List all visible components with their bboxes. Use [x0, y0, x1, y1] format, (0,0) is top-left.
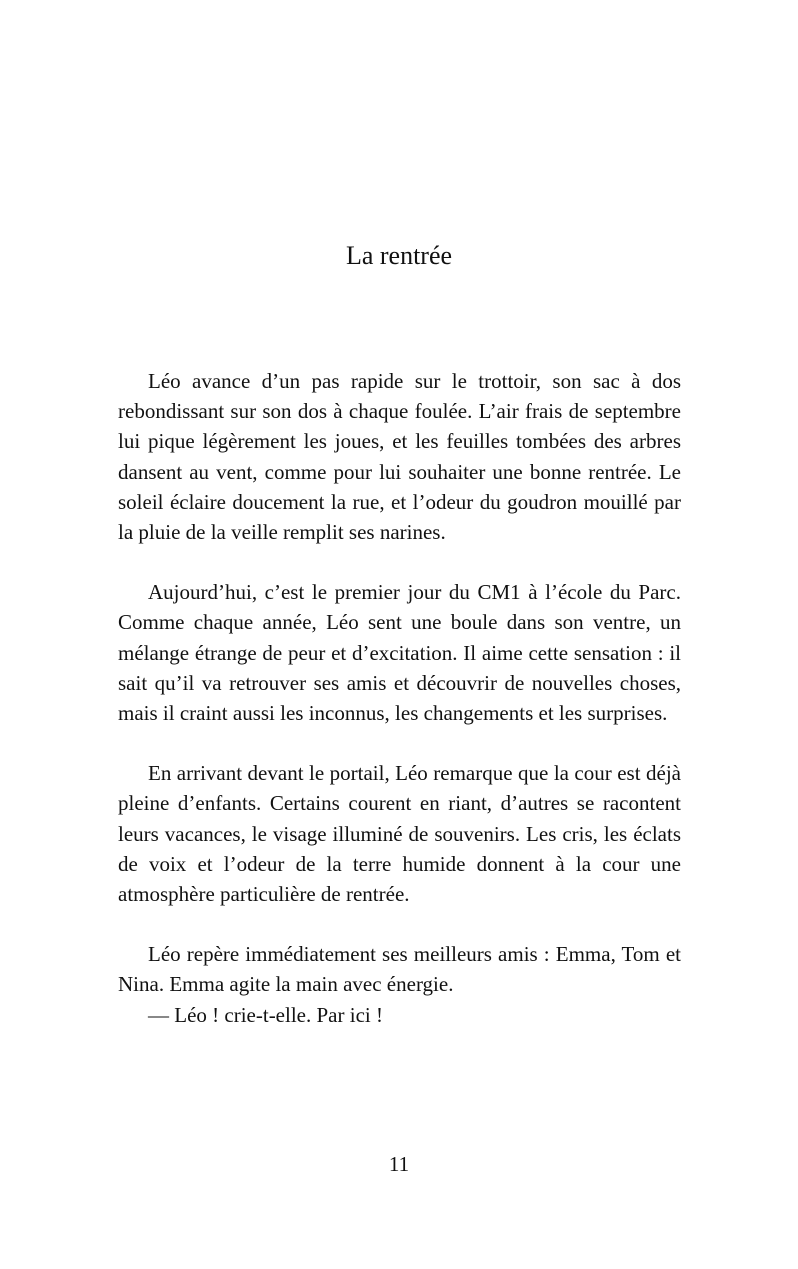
paragraph-2: Aujourd’hui, c’est le premier jour du CM1 à l’école du Parc. Comme chaque année, Léo sent une boule dans son ventre, un mélange étrange de peur et d’excitation. Il aime cette sensation : il sait qu’il va retrouver ses amis et découvrir de nouvelles choses, mais il craint aussi les inconnus, les changements et les surprises.	[118, 580, 681, 726]
paragraph-1: Léo avance d’un pas rapide sur le trottoir, son sac à dos rebondissant sur son dos à chaque foulée. L’air frais de septembre lui pique légèrement les joues, et les feuilles tombées des arbres dansent au vent, comme pour lui souhaiter une bonne rentrée. Le soleil éclaire doucement la rue, et l’odeur du goudron mouillé par la pluie de la veille remplit ses narines.	[118, 369, 681, 545]
chapter-title: La rentrée	[345, 241, 453, 270]
paragraph-3: En arrivant devant le portail, Léo remarque que la cour est déjà pleine d’enfants. Certains courent en riant, d’autres se racontent leurs vacances, le visage illuminé de souvenirs. Les cris, les éclats de voix et l’odeur de la terre humide donnent à la cour une atmosphère particulière de rentrée.	[118, 761, 681, 907]
paragraph-4: Léo repère immédiatement ses meilleurs amis : Emma, Tom et Nina. Emma agite la main avec énergie.	[118, 942, 681, 997]
page-number: 11	[388, 1152, 410, 1176]
chapter-body	[118, 366, 681, 1030]
dialogue-line-1: — Léo ! crie-t-elle. Par ici !	[148, 1002, 383, 1027]
